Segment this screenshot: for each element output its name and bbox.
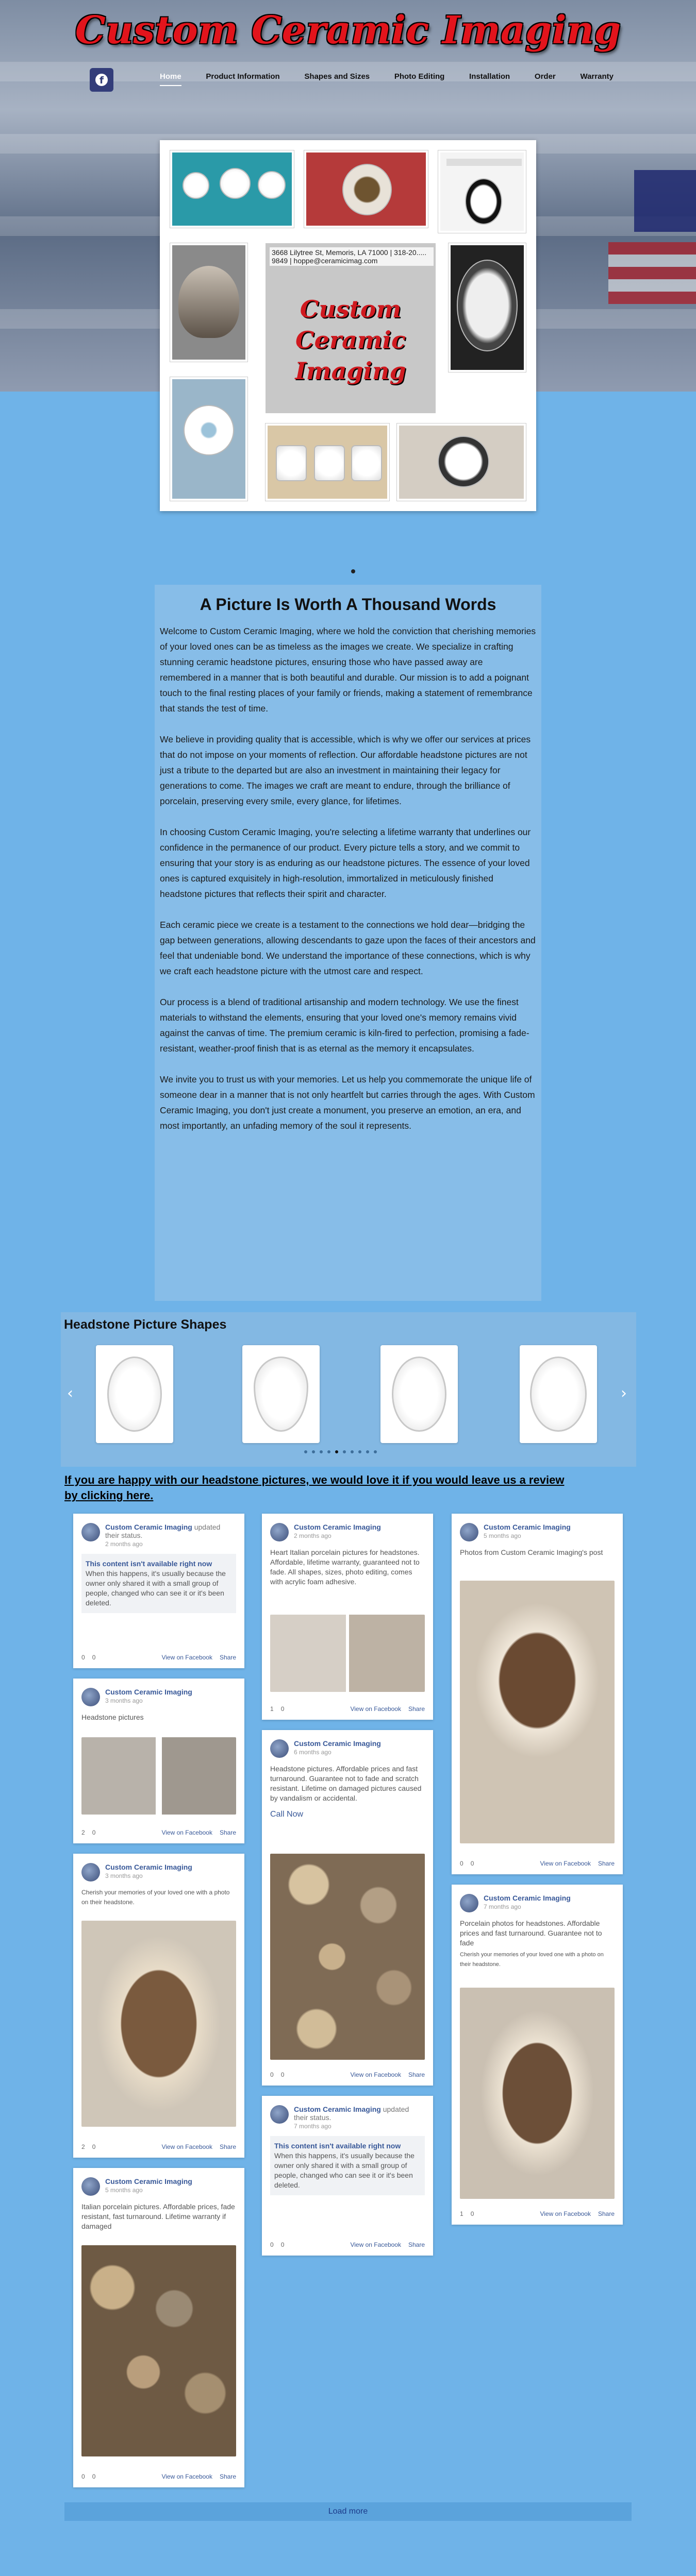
pagination-dot[interactable] (320, 1450, 323, 1453)
photo-mugs (266, 423, 389, 501)
post-image[interactable] (270, 1854, 425, 2060)
about-paragraph: In choosing Custom Ceramic Imaging, you're selecting a lifetime warranty that underlines our confidence in the permanence of our product. Every picture tells a story, and we commit to ensuring that your story is as enduring as our headstone pictures. The essence of your loved ones is captured exquisitely in high-resolution, immortalized in meticulously finished headstone pictures that reflects their spirit and character. (160, 827, 531, 899)
shape-card[interactable] (96, 1345, 173, 1443)
post-image[interactable] (81, 2245, 236, 2456)
photo-family-heart (170, 243, 247, 362)
feed-post[interactable]: Custom Ceramic Imaging 5 months ago Photos from Custom Ceramic Imaging's post 0 0 View on Facebook Share (452, 1514, 623, 1874)
carousel-next-icon[interactable]: › (621, 1384, 627, 1402)
pagination-dot[interactable] (366, 1450, 369, 1453)
photo-tree-plate (449, 243, 526, 372)
store-address: 3668 Lilytree St, Memoris, LA 71000 | 318-20..... 9849 | hoppe@ceramicimag.com (270, 247, 434, 266)
store-photo (266, 243, 436, 413)
feed-post[interactable]: Custom Ceramic Imaging 2 months ago Heart Italian porcelain pictures for headstones. Affordable, lifetime warranty, guaranteed not to fade. All shapes, sizes, photo editing, comes with acrylic foam adhesive. 1 0 View on Facebook Share (262, 1514, 433, 1720)
shapes-heading: Headstone Picture Shapes (64, 1317, 227, 1332)
review-link[interactable]: If you are happy with our headstone pictures, we would love it if you would leave us a review by clicking here. (64, 1473, 565, 1502)
nav-warranty[interactable]: Warranty (580, 72, 614, 81)
about-paragraph: Each ceramic piece we create is a testament to the connections we hold dear—bridging the gap between generations, allowing descendants to gaze upon the faces of their ancestors and feel that undeniable bond. We understand the importance of these connections, which is why we craft each headstone picture with the utmost care and respect. (160, 920, 536, 976)
about-paragraph: We invite you to trust us with your memories. Let us help you commemorate the unique life of someone dear in a manner that is not only heartfelt but carries through the ages. With Custom Ceramic Imaging, you don't just create a monument, you preserve an emotion, an era, and most importantly, an unfading memory of the soul it represents. (160, 1074, 535, 1131)
post-image[interactable] (460, 1988, 615, 2199)
unavailable-notice: This content isn't available right now When this happens, it's usually because the owner only shared it with a small group of people, changed who can see it or it's been deleted. (81, 1554, 236, 1613)
comment-count: 0 (92, 1654, 96, 1661)
about-paragraph: We believe in providing quality that is accessible, which is why we offer our services at prices that do not impose on your moments of reflection. Our affordable headstone pictures are not just a tribute to the departed but are also an investment in maintaining their legacy for generations to come. The images we craft are meant to endure, through the brilliance of porcelain, preserving every smile, every glance, for lifetimes. (160, 734, 531, 806)
pagination-dot[interactable] (343, 1450, 346, 1453)
post-image[interactable] (81, 1737, 236, 1815)
pagination-dot[interactable] (312, 1450, 315, 1453)
about-heading: A Picture Is Worth A Thousand Words (200, 595, 496, 614)
pagination-dot[interactable] (335, 1450, 338, 1453)
pagination-dot[interactable] (327, 1450, 330, 1453)
slider-dot[interactable] (351, 569, 355, 573)
avatar (460, 1894, 478, 1912)
shape-card[interactable] (520, 1345, 597, 1443)
shape-card[interactable] (242, 1345, 320, 1443)
post-image[interactable] (460, 1581, 615, 1843)
avatar (81, 2177, 100, 2196)
pagination-dot[interactable] (351, 1450, 354, 1453)
nav-photo-editing[interactable]: Photo Editing (394, 72, 445, 81)
nav-order[interactable]: Order (534, 72, 556, 81)
avatar (270, 1523, 289, 1541)
feed-post[interactable]: Custom Ceramic Imaging updated their status. 7 months ago This content isn't available right now When this happens, it's usually because the owner only shared it with a small group of people, changed who can see it or it's been deleted. 0 0 View on Facebook Share (262, 2096, 433, 2256)
feed-post[interactable]: Custom Ceramic Imaging 3 months ago Cherish your memories of your loved one with a photo on their headstone. 2 0 View on Facebook Share (73, 1854, 244, 2158)
about-section (155, 585, 541, 1301)
facebook-icon[interactable]: f (90, 68, 113, 92)
photo-webpage (438, 150, 526, 233)
feed-post[interactable]: Custom Ceramic Imaging updated their status. 2 months ago This content isn't available right now When this happens, it's usually because the owner only shared it with a small group of people, changed who can see it or it's been deleted. 0 0 View on Facebook Share (73, 1514, 244, 1668)
avatar (81, 1863, 100, 1882)
main-nav (160, 72, 614, 86)
product-collage (160, 140, 536, 511)
unavailable-notice: This content isn't available right now When this happens, it's usually because the owner only shared it with a small group of people, changed who can see it or it's been deleted. (270, 2136, 425, 2195)
avatar (270, 2105, 289, 2124)
photo-round-plate (397, 423, 526, 501)
avatar (460, 1523, 478, 1541)
pagination-dot[interactable] (358, 1450, 361, 1453)
pagination-dot[interactable] (374, 1450, 377, 1453)
about-paragraph: Welcome to Custom Ceramic Imaging, where we hold the conviction that cherishing memories of your loved ones can be as timeless as the images we create. We specialize in crafting stunning ceramic headstone pictures, ensuring those who have passed away are remembered in a manner that is both beautiful and durable. Our mission is to add a poignant touch to the final resting places of your family or friends, making a statement of remembrance that stands the test of time. (160, 626, 536, 714)
feed-post[interactable]: Custom Ceramic Imaging 3 months ago Headstone pictures 2 0 View on Facebook Share (73, 1679, 244, 1843)
flag-canton (634, 170, 696, 232)
post-image[interactable] (270, 1615, 425, 1692)
feed-post[interactable]: Custom Ceramic Imaging 5 months ago Italian porcelain pictures. Affordable prices, fade resistant, fast turnaround. Lifetime warranty if damaged 0 0 View on Facebook Share (73, 2168, 244, 2487)
post-image[interactable] (81, 1921, 236, 2127)
nav-product-information[interactable]: Product Information (206, 72, 280, 81)
site-title[interactable]: Custom Ceramic Imaging (75, 8, 621, 53)
nav-home[interactable]: Home (160, 72, 181, 86)
about-paragraph: Our process is a blend of traditional artisanship and modern technology. We use the finest materials to withstand the elements, ensuring that your loved one's memory remains vivid against the canvas of time. The premium ceramic is kiln-fired to perfection, promising a fade-resistant, weather-proof finish that is as eternal as the memory it encapsulates. (160, 997, 529, 1054)
like-count: 0 (81, 1654, 85, 1661)
feed-post[interactable]: Custom Ceramic Imaging 6 months ago Headstone pictures. Affordable prices and fast turnaround. Guarantee not to fade and scratch resistant. Lifetime on damaged pictures caused by vandalism or accidental. Call Now 0 0 View on Facebook Share (262, 1730, 433, 2086)
photo-heart-plate (170, 377, 247, 501)
call-now-button[interactable]: Call Now (270, 1810, 304, 1819)
carousel-prev-icon[interactable]: ‹ (67, 1384, 73, 1402)
pagination-dot[interactable] (304, 1450, 307, 1453)
nav-installation[interactable]: Installation (469, 72, 510, 81)
nav-shapes-and-sizes[interactable]: Shapes and Sizes (304, 72, 370, 81)
photo-plates (170, 150, 294, 228)
avatar (270, 1739, 289, 1758)
feed-post[interactable]: Custom Ceramic Imaging 7 months ago Porcelain photos for headstones. Affordable prices and fast turnaround. Guarantee not to fade Cherish your memories of your loved one with a photo on their headstone. 1 0 View on Facebook Share (452, 1885, 623, 2225)
shapes-carousel (61, 1312, 636, 1467)
store-sign: Custom Ceramic Imaging (295, 295, 406, 385)
photo-mug (304, 150, 428, 228)
carousel-pagination[interactable] (304, 1450, 377, 1453)
load-more-button[interactable]: Load more (64, 2502, 632, 2521)
shape-card[interactable] (380, 1345, 458, 1443)
avatar (81, 1523, 100, 1541)
avatar (81, 1688, 100, 1706)
